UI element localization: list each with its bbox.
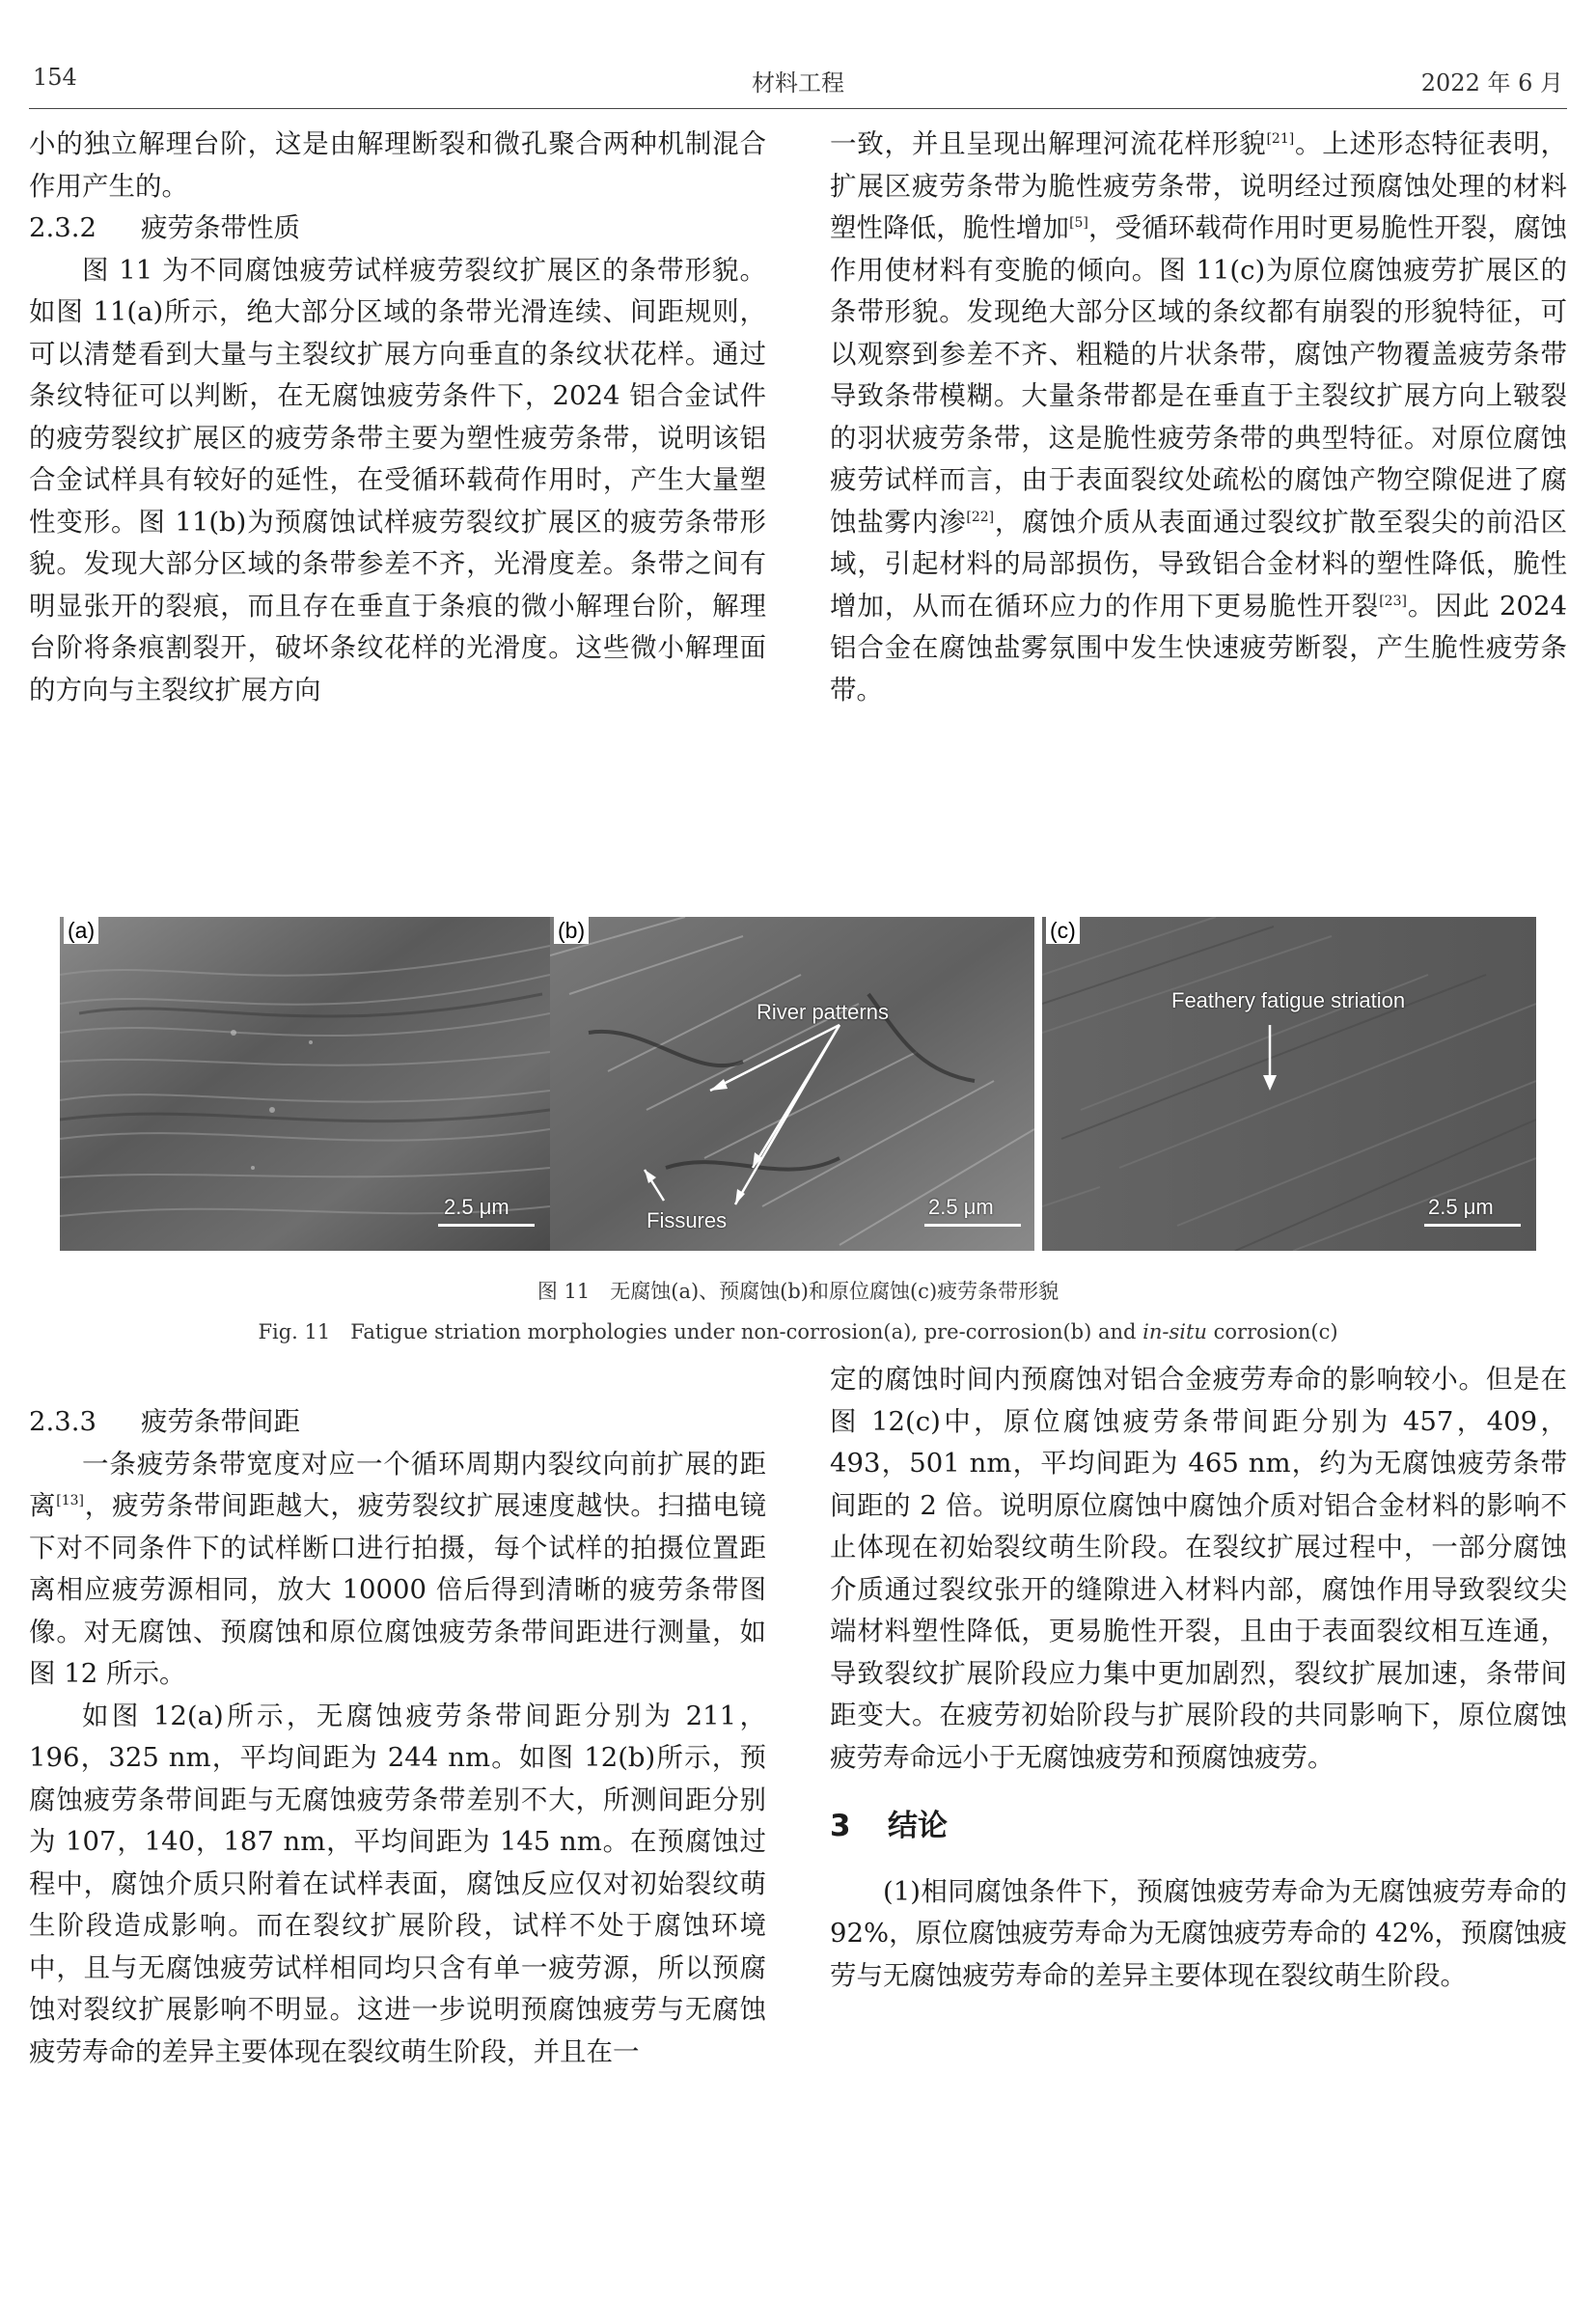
header-rule <box>29 108 1567 109</box>
issue-date: 2022 年 6 月 <box>1420 69 1563 97</box>
text-run: ，疲劳条带间距越大，疲劳裂纹扩展速度越快。扫描电镜下对不同条件下的试样断口进行拍摄，每个试样的拍摄位置距离相应疲劳源相同，放大 10000 倍后得到清晰的疲劳条带图像。对无腐蚀、预腐蚀和原位腐蚀疲劳条带间距进行测量，如图 12 所示。 <box>29 1490 767 1689</box>
section-title: 疲劳条带性质 <box>141 212 300 243</box>
paragraph: 图 11 为不同腐蚀疲劳试样疲劳裂纹扩展区的条带形貌。如图 11(a)所示，绝大部分区域的条带光滑连续、间距规则，可以清楚看到大量与主裂纹扩展方向垂直的条纹状花样。通过条纹特征可以判断，在无腐蚀疲劳条件下，2024 铝合金试件的疲劳裂纹扩展区的疲劳条带主要为塑性疲劳条带，说明该铝合金试样具有较好的延性，在受循环载荷作用时，产生大量塑性变形。图 11(b)为预腐蚀试样疲劳裂纹扩展区的疲劳条带形貌。发现大部分区域的条带参差不齐，光滑度差。条带之间有明显张开的裂痕，而且存在垂直于条痕的微小解理台阶，解理台阶将条痕割裂开，破坏条纹花样的光滑度。这些微小解理面的方向与主裂纹扩展方向 <box>29 254 766 706</box>
sem-panel-c <box>1042 917 1536 1251</box>
text-run: 。上述形态特征表明，扩展区疲劳条带为脆性疲劳条带，说明经过预腐蚀处理的材料塑性降低，脆性增加 <box>830 128 1568 243</box>
text-run: 。因此 2024 铝合金在腐蚀盐雾氛围中发生快速疲劳断裂，产生脆性疲劳条带。 <box>830 590 1567 706</box>
citation: [22] <box>966 509 995 525</box>
paragraph: 如图 12(a)所示，无腐蚀疲劳条带间距分别为 211，196，325 nm，平均间距为 244 nm。如图 12(b)所示，预腐蚀疲劳条带间距与无腐蚀疲劳条带差别不大，所测间距分别为 107，140，187 nm，平均间距为 145 nm。在预腐蚀过程中，腐蚀介质只附着在试样表面，腐蚀反应仅对初始裂纹萌生阶段造成影响。而在裂纹扩展阶段，试样不处于腐蚀环境中，且与无腐蚀疲劳试样相同均只含有单一疲劳源，所以预腐蚀对裂纹扩展影响不明显。这进一步说明预腐蚀疲劳与无腐蚀疲劳寿命的差异主要体现在裂纹萌生阶段，并且在一 <box>29 1700 766 2067</box>
paragraph: (1)相同腐蚀条件下，预腐蚀疲劳寿命为无腐蚀疲劳寿命的 92%，原位腐蚀疲劳寿命为无腐蚀疲劳寿命的 42%，预腐蚀疲劳与无腐蚀疲劳寿命的差异主要体现在裂纹萌生阶段。 <box>830 1875 1567 1991</box>
scale-bar-label: 2.5 μm <box>444 1195 509 1219</box>
text-run: 一条疲劳条带宽度对应一个循环周期内裂纹向前扩展的距离 <box>29 1448 766 1521</box>
column-bottom-right <box>830 1359 1567 1997</box>
scale-bar <box>924 1224 1021 1227</box>
annotation-fissures: Fissures <box>647 1208 728 1232</box>
citation: [13] <box>56 1492 85 1508</box>
section-number: 2.3.2 <box>29 212 96 243</box>
scale-bar-label: 2.5 μm <box>1428 1195 1494 1219</box>
section-heading-conclusions <box>830 1806 1567 1848</box>
section-heading-2-3-2 <box>29 208 766 250</box>
citation: [23] <box>1379 593 1407 609</box>
scale-bar <box>438 1224 535 1227</box>
citation: [5] <box>1069 214 1088 231</box>
page-header <box>33 64 1563 102</box>
panel-label-c: (c) <box>1046 917 1080 944</box>
section-number: 2.3.3 <box>29 1406 96 1437</box>
panel-label-a: (a) <box>64 917 98 944</box>
section-title: 疲劳条带间距 <box>141 1406 300 1437</box>
text-run: ，腐蚀介质从表面通过裂纹扩散至裂尖的前沿区域，引起材料的局部损伤，导致铝合金材料的塑性降低，脆性增加，从而在循环应力的作用下更易脆性开裂 <box>830 506 1568 622</box>
scale-bar <box>1424 1224 1521 1227</box>
annotation-river-patterns: River patterns <box>757 1000 889 1024</box>
paragraph <box>830 124 1567 711</box>
column-bottom-left <box>29 1401 766 2073</box>
column-top-right <box>830 124 1567 711</box>
annotation-feathery-striation: Feathery fatigue striation <box>1171 988 1406 1012</box>
paragraph: 定的腐蚀时间内预腐蚀对铝合金疲劳寿命的影响较小。但是在图 12(c)中，原位腐蚀疲劳条带间距分别为 457，409，493，501 nm，平均间距为 465 nm，约为无腐蚀疲劳条带间距的 2 倍。说明原位腐蚀中腐蚀介质对铝合金材料的影响不止体现在初始裂纹萌生阶段。在裂纹扩展过程中，一部分腐蚀介质通过裂纹张开的缝隙进入材料内部，腐蚀作用导致裂纹尖端材料塑性降低，更易脆性开裂，且由于表面裂纹相互连通，导致裂纹扩展阶段应力集中更加剧烈，裂纹扩展加速，条带间距变大。在疲劳初始阶段与扩展阶段的共同影响下，原位腐蚀疲劳寿命远小于无腐蚀疲劳和预腐蚀疲劳。 <box>830 1364 1567 1773</box>
figure-caption-en <box>0 1316 1596 1345</box>
citation: [21] <box>1266 130 1295 147</box>
section-title: 结论 <box>888 1809 948 1843</box>
column-top-left <box>29 124 766 711</box>
caption-italic: in-situ <box>1142 1320 1207 1343</box>
scale-bar-label: 2.5 μm <box>928 1195 994 1219</box>
section-heading-2-3-3 <box>29 1401 766 1444</box>
sem-panel-a <box>60 917 550 1251</box>
panel-label-b: (b) <box>554 917 589 944</box>
section-number: 3 <box>830 1809 851 1843</box>
paragraph <box>29 1444 766 1696</box>
text-run: ，受循环载荷作用时更易脆性开裂，腐蚀作用使材料有变脆的倾向。图 11(c)为原位腐蚀疲劳扩展区的条带形貌。发现绝大部分区域的条纹都有崩裂的形貌特征，可以观察到参差不齐、粗糙的片状条带，腐蚀产物覆盖疲劳条带导致条带模糊。大量条带都是在垂直于主裂纹扩展方向上皲裂的羽状疲劳条带，这是脆性疲劳条带的典型特征。对原位腐蚀疲劳试样而言，由于表面裂纹处疏松的腐蚀产物空隙促进了腐蚀盐雾内渗 <box>830 212 1568 538</box>
page-number: 154 <box>33 64 77 91</box>
figure-caption-cn: 图 11 无腐蚀(a)、预腐蚀(b)和原位腐蚀(c)疲劳条带形貌 <box>537 1280 1059 1303</box>
caption-text: corrosion(c) <box>1206 1320 1338 1343</box>
figure-11 <box>60 917 1536 1251</box>
sem-panel-b <box>550 917 1034 1251</box>
text-run: 一致，并且呈现出解理河流花样形貌 <box>830 128 1267 159</box>
paragraph: 小的独立解理台阶，这是由解理断裂和微孔聚合两种机制混合作用产生的。 <box>29 128 766 202</box>
journal-title: 材料工程 <box>752 69 844 97</box>
caption-text: Fig. 11 Fatigue striation morphologies under non-corrosion(a), pre-corrosion(b) and <box>258 1320 1143 1343</box>
